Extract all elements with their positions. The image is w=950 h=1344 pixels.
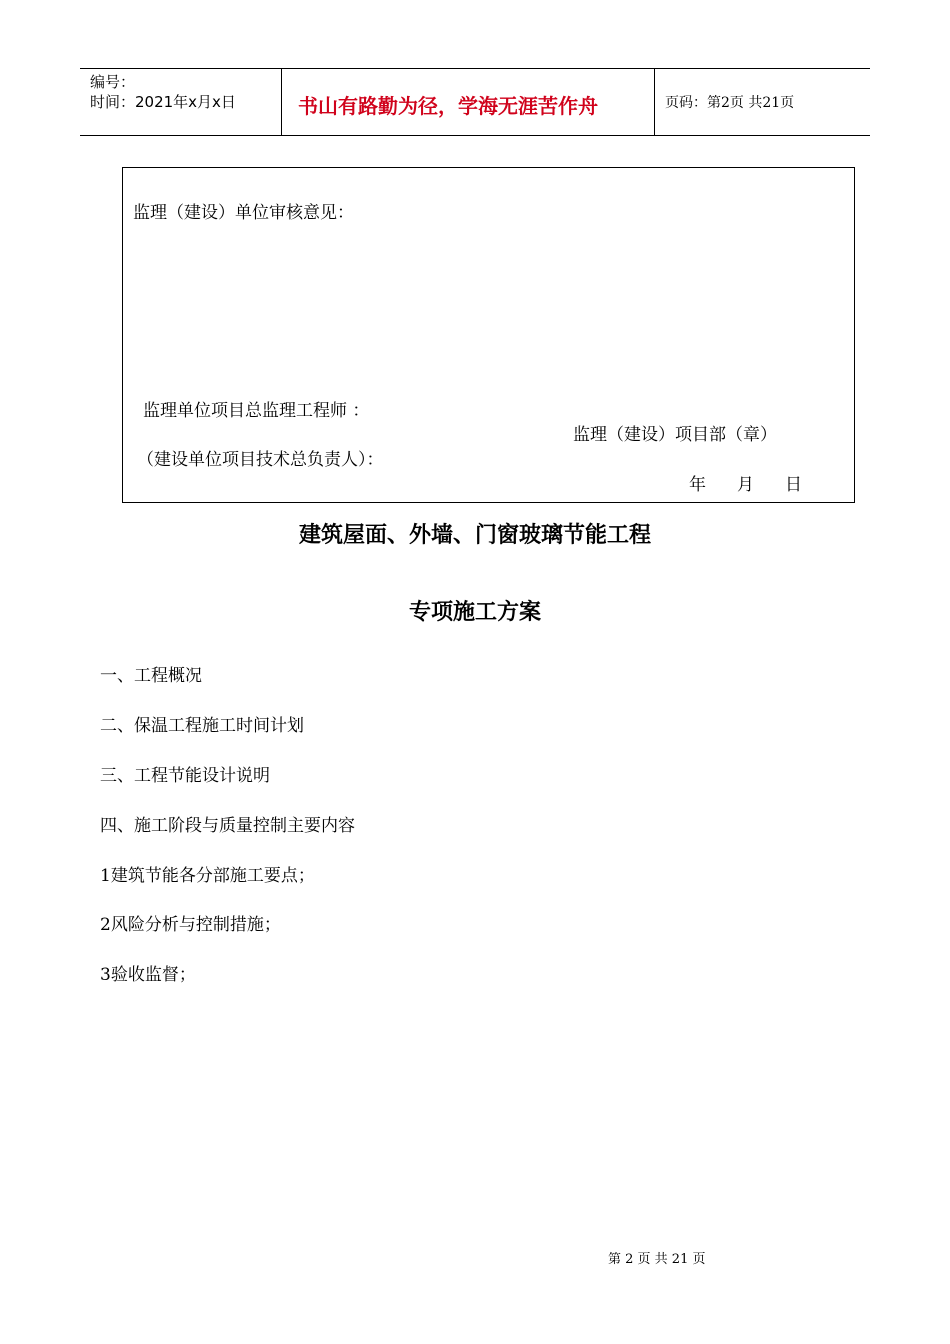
header-divider-right xyxy=(654,68,655,136)
toc-item: 二、保温工程施工时间计划 xyxy=(100,716,304,736)
page-footer: 第 2 页 共 21 页 xyxy=(608,1252,706,1267)
header-divider-left xyxy=(281,68,282,136)
motto-text: 书山有路勤为径，学海无涯苦作舟 xyxy=(298,94,598,118)
toc-item: 2风险分析与控制措施； xyxy=(100,915,281,935)
review-opinion-box xyxy=(122,167,855,503)
date-year: 年 xyxy=(689,475,706,495)
toc-item: 1建筑节能各分部施工要点； xyxy=(100,866,315,886)
header-top-rule xyxy=(80,68,870,69)
toc-item: 四、施工阶段与质量控制主要内容 xyxy=(100,816,355,836)
opinion-label: 监理（建设）单位审核意见： xyxy=(133,203,354,223)
chief-engineer-label: 监理单位项目总监理工程师 ： xyxy=(143,401,370,421)
dept-seal-label: 监理（建设）项目部（章） xyxy=(573,425,777,445)
header-bottom-rule xyxy=(80,135,870,136)
document-title: 建筑屋面、外墙、门窗玻璃节能工程 xyxy=(298,522,651,548)
toc-item: 一、工程概况 xyxy=(100,666,202,686)
date-month: 月 xyxy=(737,475,754,495)
time-label: 时间：2021年x月x日 xyxy=(90,93,236,111)
owner-tech-label: （建设单位项目技术总负责人）： xyxy=(137,450,384,470)
document-subtitle: 专项施工方案 xyxy=(408,599,541,625)
toc-item: 3验收监督； xyxy=(100,965,196,985)
date-day: 日 xyxy=(785,475,802,495)
toc-item: 三、工程节能设计说明 xyxy=(100,766,270,786)
serial-label: 编号： xyxy=(90,73,136,91)
page-code: 页码：第2页 共21页 xyxy=(665,95,795,111)
